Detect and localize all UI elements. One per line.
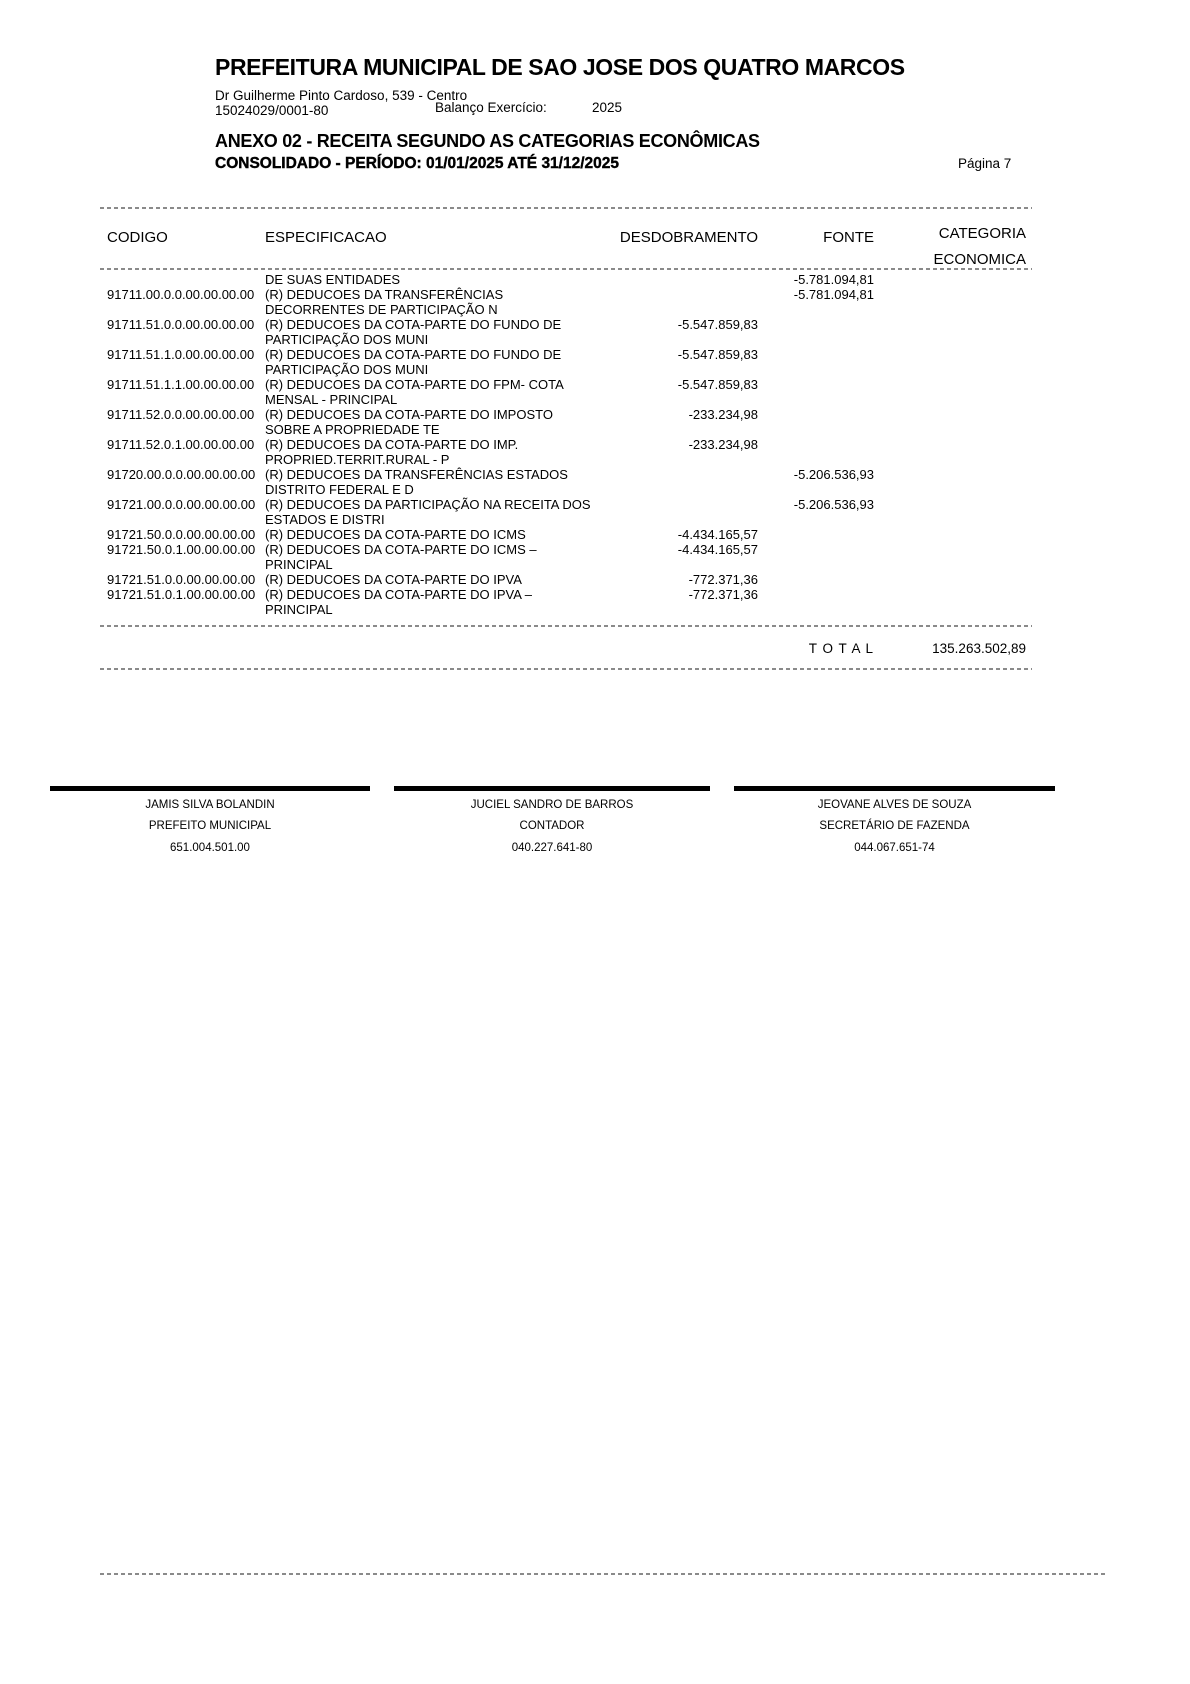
row-categoria-value <box>874 272 1026 287</box>
report-subtitle: CONSOLIDADO - PERÍODO: 01/01/2025 ATÉ 31/12/2025 <box>215 155 620 172</box>
row-specification <box>265 587 610 617</box>
row-fonte-value <box>758 407 874 437</box>
registration-number: 15024029/0001-80 <box>215 103 329 118</box>
table-row <box>107 407 1026 437</box>
row-categoria-value <box>874 527 1026 542</box>
balance-exercise-year: 2025 <box>592 100 623 115</box>
row-spec-line-1: (R) DEDUCOES DA COTA-PARTE DO IMP. <box>265 437 519 452</box>
table-row <box>107 287 1026 317</box>
row-spec-line-1: (R) DEDUCOES DA PARTICIPAÇÃO NA RECEITA DOS <box>265 497 591 512</box>
separator-line-total-end <box>100 668 1032 670</box>
signature-line <box>734 786 1055 791</box>
signature-line <box>394 786 710 791</box>
row-code: 91711.52.0.1.00.00.00.00 <box>107 437 255 452</box>
total-row <box>107 641 1026 656</box>
row-categoria-value <box>874 407 1026 437</box>
row-code: 91721.50.0.0.00.00.00.00 <box>107 527 256 542</box>
table-row <box>107 317 1026 347</box>
table-row <box>107 587 1026 617</box>
row-specification <box>265 542 610 572</box>
table-row <box>107 497 1026 527</box>
row-spec-line-2: SOBRE A PROPRIEDADE TE <box>265 422 440 437</box>
row-code: 91720.00.0.0.00.00.00.00 <box>107 467 256 482</box>
row-fonte-value <box>758 587 874 617</box>
row-fonte-value <box>758 437 874 467</box>
row-desdobramento-value <box>610 467 758 497</box>
signature-title: PREFEITO MUNICIPAL <box>148 819 272 832</box>
row-spec-line-2: PRINCIPAL <box>265 602 333 617</box>
signature-name: JUCIEL SANDRO DE BARROS <box>470 799 634 811</box>
report-title: ANEXO 02 - RECEITA SEGUNDO AS CATEGORIAS ECONÔMICAS <box>215 131 760 151</box>
row-code: 91711.00.0.0.00.00.00.00 <box>107 287 255 302</box>
row-categoria-value <box>874 467 1026 497</box>
column-header-desdobramento: DESDOBRAMENTO <box>619 229 758 246</box>
row-spec-line-1: (R) DEDUCOES DA TRANSFERÊNCIAS <box>265 287 504 302</box>
row-fonte-value <box>758 317 874 347</box>
row-spec-line-2: PROPRIED.TERRIT.RURAL - P <box>265 452 450 467</box>
row-spec-line-1: (R) DEDUCOES DA COTA-PARTE DO IPVA – <box>265 587 533 602</box>
signature-block <box>734 786 1055 855</box>
row-desdobramento-value: -772.371,36 <box>688 587 758 602</box>
row-fonte-value: -5.781.094,81 <box>793 272 874 287</box>
row-fonte-value <box>758 347 874 377</box>
row-categoria-value <box>874 497 1026 527</box>
table-row <box>107 572 1026 587</box>
municipality-title: PREFEITURA MUNICIPAL DE SAO JOSE DOS QUATRO MARCOS <box>215 54 905 80</box>
table-row <box>107 377 1026 407</box>
table-row <box>107 467 1026 497</box>
row-spec-line-2: DISTRITO FEDERAL E D <box>265 482 414 497</box>
column-header-categoria-economica <box>874 207 1026 273</box>
row-specification <box>265 572 610 587</box>
row-specification <box>265 317 610 347</box>
row-specification <box>265 497 610 527</box>
separator-line-body-end <box>100 625 1032 627</box>
row-code: 91711.52.0.0.00.00.00.00 <box>107 407 255 422</box>
row-specification <box>265 527 610 542</box>
total-label: T O T A L <box>808 641 874 656</box>
row-fonte-value: -5.206.536,93 <box>793 467 874 482</box>
signature-document: 040.227.641-80 <box>511 842 593 854</box>
row-code: 91721.00.0.0.00.00.00.00 <box>107 497 256 512</box>
row-categoria-value <box>874 287 1026 317</box>
table-header <box>107 207 1026 268</box>
row-desdobramento-value: -5.547.859,83 <box>677 347 758 362</box>
signature-block <box>50 786 370 855</box>
row-fonte-value <box>758 527 874 542</box>
row-spec-line-1: (R) DEDUCOES DA COTA-PARTE DO ICMS <box>265 527 526 542</box>
row-desdobramento-value <box>610 272 758 287</box>
column-header-codigo: CODIGO <box>107 229 168 246</box>
signature-document: 044.067.651-74 <box>854 842 935 854</box>
row-categoria-value <box>874 542 1026 572</box>
row-spec-line-1: (R) DEDUCOES DA COTA-PARTE DO FUNDO DE <box>265 347 562 362</box>
row-specification <box>265 272 610 287</box>
row-categoria-value <box>874 437 1026 467</box>
row-desdobramento-value: -4.434.165,57 <box>677 542 758 557</box>
row-spec-line-2: PARTICIPAÇÃO DOS MUNI <box>265 362 429 377</box>
row-categoria-value <box>874 317 1026 347</box>
row-specification <box>265 347 610 377</box>
row-code: 91711.51.0.0.00.00.00.00 <box>107 317 255 332</box>
column-header-categoria-line1: CATEGORIA <box>938 225 1026 242</box>
row-categoria-value <box>874 587 1026 617</box>
row-code: 91721.50.0.1.00.00.00.00 <box>107 542 256 557</box>
row-code: 91721.51.0.0.00.00.00.00 <box>107 572 256 587</box>
row-fonte-value <box>758 377 874 407</box>
signature-block <box>394 786 710 855</box>
page-number: Página 7 <box>958 156 1012 171</box>
row-specification <box>265 467 610 497</box>
row-desdobramento-value: -772.371,36 <box>688 572 758 587</box>
signature-title: SECRETÁRIO DE FAZENDA <box>819 819 970 832</box>
row-spec-line-2: MENSAL - PRINCIPAL <box>265 392 398 407</box>
table-row <box>107 347 1026 377</box>
row-specification <box>265 407 610 437</box>
column-header-categoria-line2: ECONOMICA <box>933 251 1026 268</box>
row-spec-line-1: (R) DEDUCOES DA TRANSFERÊNCIAS ESTADOS <box>265 467 568 482</box>
row-desdobramento-value: -233.234,98 <box>688 437 758 452</box>
row-fonte-value: -5.206.536,93 <box>793 497 874 512</box>
row-specification <box>265 437 610 467</box>
signature-document: 651.004.501.00 <box>170 842 250 854</box>
row-categoria-value <box>874 347 1026 377</box>
row-specification <box>265 377 610 407</box>
row-fonte-value <box>758 542 874 572</box>
table-row <box>107 542 1026 572</box>
row-spec-line-2: PARTICIPAÇÃO DOS MUNI <box>265 332 429 347</box>
balance-exercise-label: Balanço Exercício: <box>435 100 547 115</box>
municipality-address: Dr Guilherme Pinto Cardoso, 539 - Centro <box>215 88 468 103</box>
row-categoria-value <box>874 572 1026 587</box>
row-fonte-value <box>758 572 874 587</box>
table-row <box>107 437 1026 467</box>
table-row <box>107 527 1026 542</box>
row-desdobramento-value <box>610 497 758 527</box>
row-fonte-value: -5.781.094,81 <box>793 287 874 302</box>
row-specification <box>265 287 610 317</box>
row-desdobramento-value: -233.234,98 <box>688 407 758 422</box>
row-code <box>107 272 265 287</box>
table-row <box>107 272 1026 287</box>
row-spec-line-1: (R) DEDUCOES DA COTA-PARTE DO IMPOSTO <box>265 407 553 422</box>
row-code: 91711.51.1.1.00.00.00.00 <box>107 377 255 392</box>
row-desdobramento-value <box>610 287 758 317</box>
row-spec-line-1: (R) DEDUCOES DA COTA-PARTE DO FUNDO DE <box>265 317 562 332</box>
row-desdobramento-value: -4.434.165,57 <box>677 527 758 542</box>
table-body <box>107 272 1026 617</box>
row-spec-line-2: PRINCIPAL <box>265 557 333 572</box>
signature-title: CONTADOR <box>519 819 585 832</box>
column-header-fonte: FONTE <box>823 229 874 246</box>
separator-line-bottom <box>100 1573 1105 1575</box>
row-spec-line-1: (R) DEDUCOES DA COTA-PARTE DO ICMS – <box>265 542 537 557</box>
row-code: 91721.51.0.1.00.00.00.00 <box>107 587 256 602</box>
column-header-especificacao: ESPECIFICACAO <box>265 229 387 246</box>
row-code: 91711.51.1.0.00.00.00.00 <box>107 347 255 362</box>
total-value: 135.263.502,89 <box>932 641 1026 656</box>
row-spec-line-2: ESTADOS E DISTRI <box>265 512 385 527</box>
row-categoria-value <box>874 377 1026 407</box>
row-spec-line-1: DE SUAS ENTIDADES <box>265 272 401 287</box>
row-spec-line-2: DECORRENTES DE PARTICIPAÇÃO N <box>265 302 498 317</box>
signature-line <box>50 786 370 791</box>
row-desdobramento-value: -5.547.859,83 <box>677 377 758 392</box>
signature-name: JAMIS SILVA BOLANDIN <box>145 799 275 811</box>
row-spec-line-1: (R) DEDUCOES DA COTA-PARTE DO IPVA <box>265 572 522 587</box>
row-desdobramento-value: -5.547.859,83 <box>677 317 758 332</box>
signature-name: JEOVANE ALVES DE SOUZA <box>817 799 972 811</box>
row-spec-line-1: (R) DEDUCOES DA COTA-PARTE DO FPM- COTA <box>265 377 564 392</box>
